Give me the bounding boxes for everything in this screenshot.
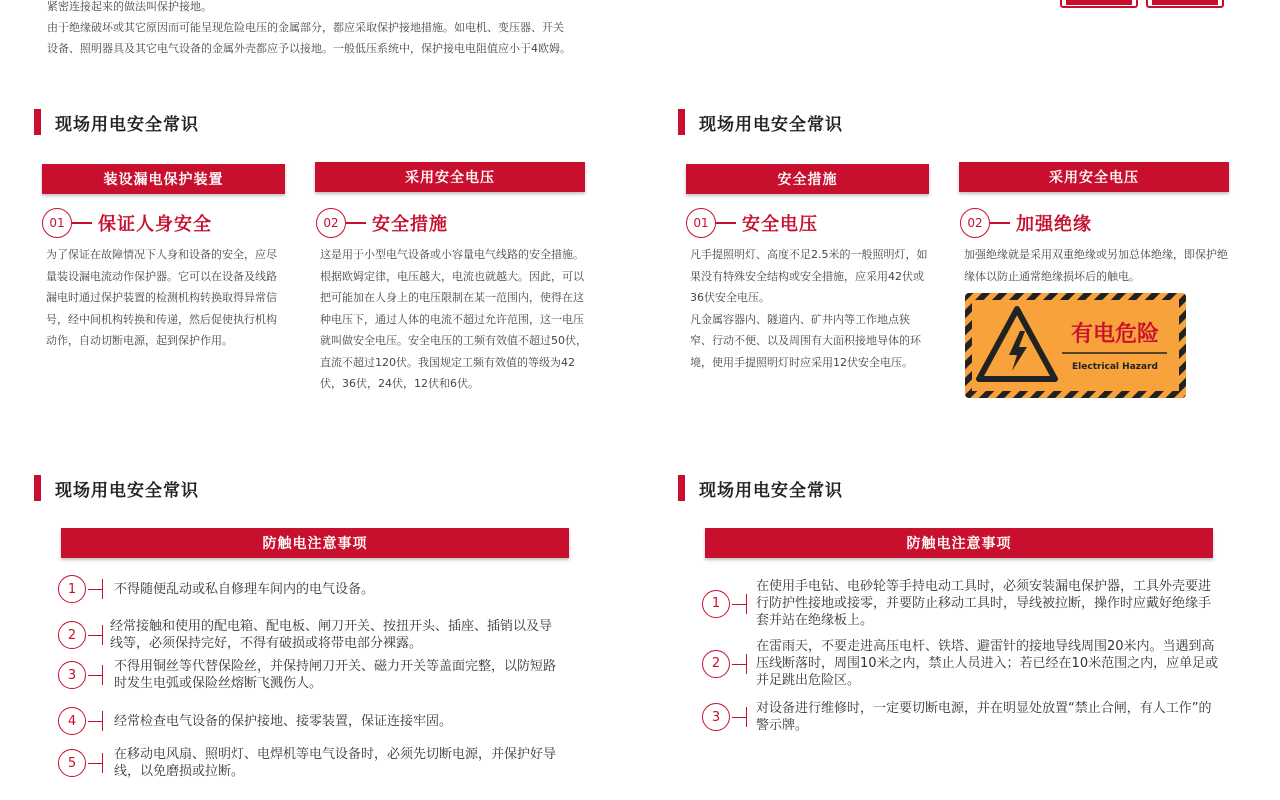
number-badge: 4 [58, 707, 86, 735]
panel1-right-text: 这是用于小型电气设备或小容量电气线路的安全措施。根据欧姆定律，电压越大，电流也就越大。因此，可以把可能加在人身上的电压限制在某一范围内，使得在这种电压下，通过人体的电流不超过允许范围，这一电压就叫做安全电压。安全电压的工频有效值不超过50伏，直流不超过120伏。我国规定工频有效值的等级为42伏，36伏，24伏，12伏和6伏。 [320, 248, 587, 390]
panel1-right-heading [316, 208, 448, 238]
heading-title: 安全电压 [742, 214, 818, 235]
accent-bar [678, 475, 685, 501]
list-item [58, 707, 558, 735]
number-badge: 1 [702, 590, 730, 618]
number-badge: 01 [42, 208, 72, 238]
accent-bar [34, 109, 41, 135]
accent-bar [34, 475, 41, 501]
list-item-text: 经常接触和使用的配电箱、配电板、闸刀开关、按扭开头、插座、插销以及导线等，必须保持完好，不得有破损或将带电部分裸露。 [110, 619, 553, 651]
section-title: 现场用电安全常识 [55, 114, 199, 135]
section-title: 现场用电安全常识 [699, 114, 843, 135]
panel2-right-text: 加强绝缘就是采用双重绝缘或另加总体绝缘，即保护绝缘体以防止通常绝缘损坏后的触电。 [964, 248, 1228, 283]
list-item-text: 不得用铜丝等代替保险丝，并保持闸刀开关、磁力开关等盖面完整，以防短路时发生电弧或保险丝熔断飞溅伤人。 [114, 659, 557, 691]
panel3-label: 防触电注意事项 [61, 528, 569, 558]
list-item [58, 618, 558, 652]
section-title: 现场用电安全常识 [699, 480, 843, 501]
list-item-text: 在雷雨天，不要走进高压电杆、铁塔、避雷针的接地导线周围20米内。当遇到高压线断落时，周围10米之内，禁止人员进入；若已经在10米范围之内，应单足或并足跳出危险区。 [756, 639, 1219, 688]
number-badge: 5 [58, 749, 86, 777]
number-badge: 2 [58, 621, 86, 649]
panel1-left-label: 装设漏电保护装置 [42, 164, 285, 194]
heading-title: 安全措施 [372, 214, 448, 235]
panel1-left-heading [42, 208, 212, 238]
panel2-left-label: 安全措施 [686, 164, 929, 194]
connector-line [346, 222, 366, 224]
list-item-text: 在使用手电钻、电砂轮等手持电动工具时，必须安装漏电保护器，工具外壳要进行防护性接地或接零，并要防止移动工具时，导线被拉断，操作时应戴好绝缘手套并站在绝缘板上。 [756, 579, 1212, 628]
panel1-right-label: 采用安全电压 [315, 162, 585, 192]
section-header [34, 475, 199, 501]
list-item [702, 638, 1222, 689]
connector-line [990, 222, 1010, 224]
badge-decoration [1060, 0, 1138, 8]
list-item-text: 在移动电风扇、照明灯、电焊机等电气设备时，必须先切断电源，并保护好导线，以免磨损或拉断。 [114, 747, 557, 779]
connector-line [72, 222, 92, 224]
list-item-text: 不得随便乱动或私自修理车间内的电气设备。 [114, 581, 375, 597]
panel1-left-text: 为了保证在故障情况下人身和设备的安全，应尽量装设漏电流动作保护器。它可以在设备及线路漏电时通过保护装置的检测机构转换取得异常信号，经中间机构转换和传递，然后促使执行机构动作，自动切断电源，起到保护作用。 [46, 248, 277, 347]
number-badge: 3 [58, 661, 86, 689]
sign-subtitle: Electrical Hazard [1072, 362, 1158, 372]
number-badge: 2 [702, 650, 730, 678]
paragraph: 凡手提照明灯、高度不足2.5米的一般照明灯，如果没有特殊安全结构或安全措施，应采用42伏或36伏安全电压。 [690, 248, 928, 304]
number-badge: 3 [702, 703, 730, 731]
badge-decoration [1146, 0, 1224, 8]
electrical-hazard-sign [965, 293, 1186, 398]
heading-title: 保证人身安全 [98, 214, 212, 235]
top-line: 设备、照明器具及其它电气设备的金属外壳都应予以接地。一般低压系统中，保护接电电阻值应小于4欧姆。 [47, 42, 571, 55]
list-item [58, 746, 558, 780]
list-item-text: 对设备进行维修时，一定要切断电源，并在明显处放置“禁止合闸，有人工作”的警示牌。 [756, 701, 1212, 733]
list-item-text: 经常检查电气设备的保护接地、接零装置，保证连接牢固。 [114, 713, 453, 729]
panel4-label: 防触电注意事项 [705, 528, 1213, 558]
list-item [58, 575, 558, 603]
connector-line [716, 222, 736, 224]
panel2-right-label: 采用安全电压 [959, 162, 1229, 192]
paragraph: 凡金属容器内、隧道内、矿井内等工作地点狭窄、行动不便、以及周围有大面积接地导体的环境，使用手提照明灯时应采用12伏安全电压。 [690, 312, 921, 369]
section-title: 现场用电安全常识 [55, 480, 199, 501]
number-badge: 02 [960, 208, 990, 238]
top-badges [1060, 0, 1224, 8]
panel2-left-heading [686, 208, 818, 238]
section-header [678, 475, 843, 501]
panel2-left-text [690, 244, 930, 373]
list-item [702, 700, 1222, 734]
panel2-right-heading [960, 208, 1092, 238]
heading-title: 加强绝缘 [1016, 214, 1092, 235]
number-badge: 1 [58, 575, 86, 603]
accent-bar [678, 109, 685, 135]
sign-title: 有电危险 [1070, 322, 1160, 347]
list-item [702, 578, 1222, 629]
top-paragraph [47, 0, 627, 59]
list-item [58, 658, 558, 692]
top-line: 紧密连接起来的做法叫保护接地。 [47, 0, 212, 13]
section-header [678, 109, 843, 135]
number-badge: 01 [686, 208, 716, 238]
section-header [34, 109, 199, 135]
number-badge: 02 [316, 208, 346, 238]
top-line: 由于绝缘破坏或其它原因而可能呈现危险电压的金属部分，都应采取保护接地措施。如电机、变压器、开关 [47, 21, 564, 34]
